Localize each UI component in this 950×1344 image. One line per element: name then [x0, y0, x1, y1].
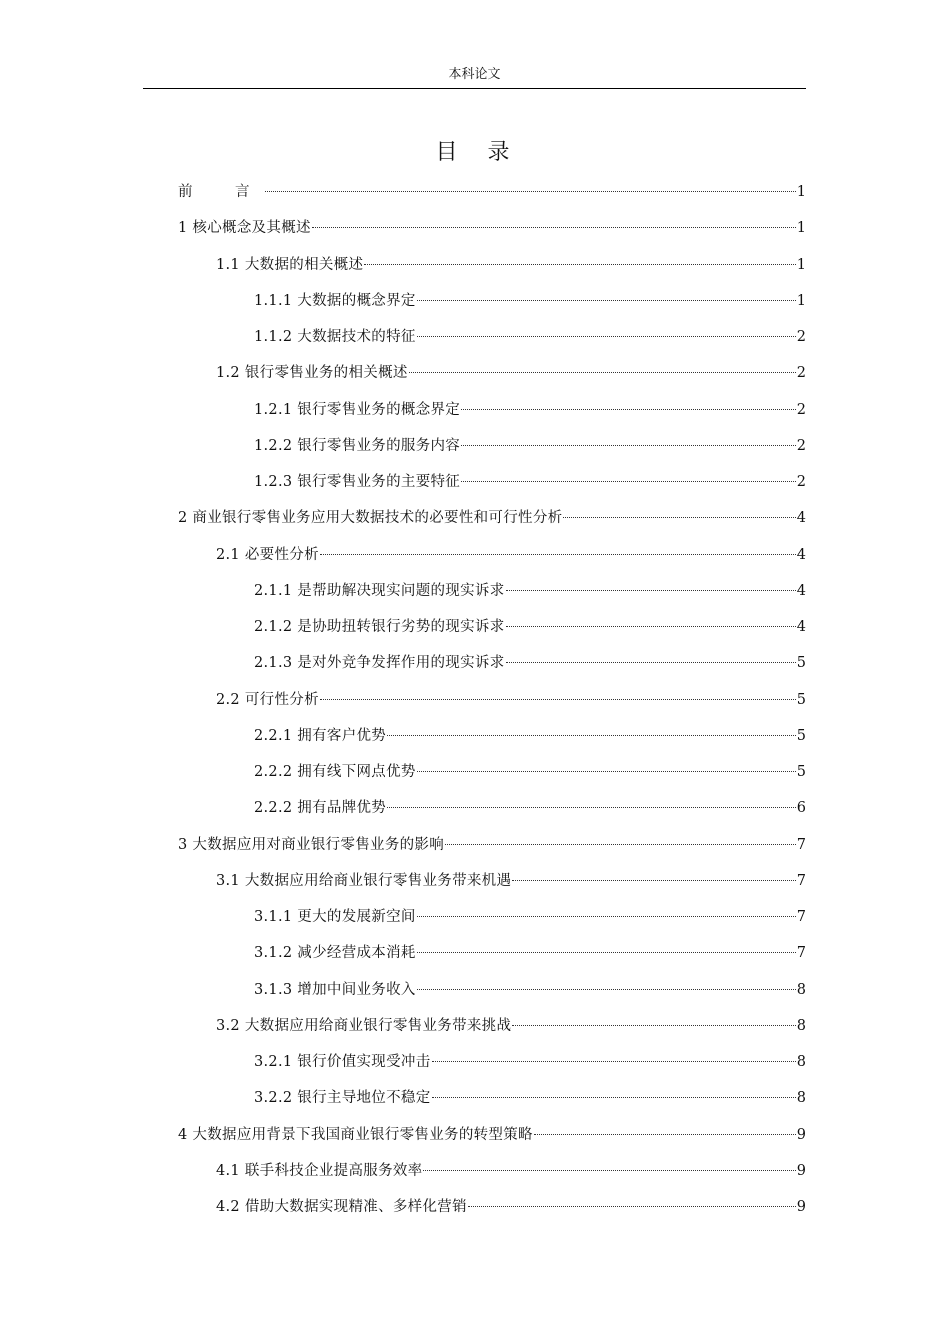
toc-page-number: 8 — [796, 1054, 806, 1070]
toc-dot-leader — [417, 952, 796, 953]
toc-entry[interactable] — [178, 834, 806, 856]
toc-entry-text: 2.1.3 是对外竞争发挥作用的现实诉求 — [254, 655, 505, 672]
toc-entry-text: 2.2.2 拥有品牌优势 — [254, 800, 387, 817]
toc-dot-leader — [387, 807, 796, 808]
toc-dot-leader — [563, 517, 795, 518]
toc-entry[interactable] — [254, 471, 806, 493]
toc-page-number: 5 — [796, 764, 806, 780]
toc-entry[interactable] — [216, 1015, 806, 1037]
toc-dot-leader — [461, 409, 796, 410]
toc-page-number: 6 — [796, 800, 806, 817]
toc-entry[interactable] — [254, 326, 806, 348]
toc-dot-leader — [506, 626, 796, 627]
toc-entry[interactable] — [178, 217, 806, 239]
toc-entry[interactable] — [254, 1087, 806, 1109]
toc-dot-leader — [417, 916, 796, 917]
toc-entry[interactable] — [254, 290, 806, 312]
toc-entry-text: 1.2.2 银行零售业务的服务内容 — [254, 437, 461, 454]
toc-page-number: 8 — [796, 1090, 806, 1107]
toc-entry-text: 4 大数据应用背景下我国商业银行零售业务的转型策略 — [178, 1126, 533, 1143]
toc-entry-text: 3.1 大数据应用给商业银行零售业务带来机遇 — [216, 872, 512, 889]
toc-entry[interactable] — [254, 906, 806, 928]
toc-dot-leader — [387, 735, 796, 736]
toc-entry[interactable] — [254, 435, 806, 457]
toc-entry[interactable] — [216, 544, 806, 566]
toc-entry-text: 前 言 — [178, 184, 264, 200]
toc-entry[interactable] — [216, 254, 806, 276]
toc-dot-leader — [320, 699, 796, 700]
toc-entry[interactable] — [254, 979, 806, 1001]
toc-entry-text: 4.2 借助大数据实现精准、多样化营销 — [216, 1199, 467, 1215]
toc-page-number: 7 — [796, 872, 806, 889]
toc-entry-text: 2.2.1 拥有客户优势 — [254, 727, 387, 744]
toc-entry-text: 2.2 可行性分析 — [216, 691, 319, 708]
toc-entry[interactable] — [254, 797, 806, 819]
toc-dot-leader — [432, 1061, 796, 1062]
toc-entry[interactable] — [254, 580, 806, 602]
toc-entry[interactable] — [216, 870, 806, 892]
toc-entry-text: 3.2.1 银行价值实现受冲击 — [254, 1054, 431, 1070]
toc-page-number: 2 — [796, 401, 806, 418]
toc-entry-text: 2.1.1 是帮助解决现实问题的现实诉求 — [254, 582, 505, 599]
toc-dot-leader — [417, 989, 796, 990]
toc-entry-text: 1.1 大数据的相关概述 — [216, 256, 364, 273]
toc-entry-text: 4.1 联手科技企业提高服务效率 — [216, 1162, 423, 1179]
toc-entry-text: 3.1.1 更大的发展新空间 — [254, 909, 416, 925]
toc-page-number: 7 — [796, 909, 806, 925]
toc-page-number: 4 — [796, 546, 806, 563]
toc-entry-text: 1.2 银行零售业务的相关概述 — [216, 365, 408, 382]
toc-page-number: 5 — [796, 727, 806, 744]
toc-page-number: 1 — [796, 220, 806, 237]
toc-dot-leader — [423, 1170, 795, 1171]
toc-entry-text: 1.2.1 银行零售业务的概念界定 — [254, 401, 461, 418]
toc-page-number: 7 — [796, 945, 806, 962]
toc-page-number: 9 — [796, 1162, 806, 1179]
toc-entry[interactable] — [254, 399, 806, 421]
toc-page-number: 8 — [796, 981, 806, 998]
toc-page-number: 8 — [796, 1017, 806, 1034]
toc-entry-text: 2.1 必要性分析 — [216, 546, 319, 563]
toc-entry[interactable] — [178, 1124, 806, 1146]
toc-entry[interactable] — [254, 652, 806, 674]
toc-entry[interactable] — [254, 1051, 806, 1073]
toc-dot-leader — [534, 1134, 796, 1135]
toc-entry[interactable] — [254, 725, 806, 747]
toc-entry-text: 1.1.1 大数据的概念界定 — [254, 292, 416, 309]
toc-entry-text: 3 大数据应用对商业银行零售业务的影响 — [178, 836, 445, 853]
toc-page-number: 4 — [796, 582, 806, 599]
toc-dot-leader — [468, 1206, 796, 1207]
toc-dot-leader — [409, 372, 796, 373]
toc-entry[interactable] — [216, 689, 806, 711]
toc-dot-leader — [461, 481, 796, 482]
toc-entry-text: 1.1.2 大数据技术的特征 — [254, 329, 416, 345]
toc-entry-text: 2.1.2 是协助扭转银行劣势的现实诉求 — [254, 619, 505, 635]
toc-entry-text: 1.2.3 银行零售业务的主要特征 — [254, 474, 461, 490]
toc-entry[interactable] — [216, 1196, 806, 1218]
toc-dot-leader — [417, 771, 796, 772]
toc-page-number: 7 — [796, 836, 806, 853]
toc-dot-leader — [265, 191, 796, 192]
toc-dot-leader — [417, 336, 796, 337]
toc-dot-leader — [432, 1097, 796, 1098]
toc-page-number: 5 — [796, 691, 806, 708]
toc-dot-leader — [312, 227, 796, 228]
toc-dot-leader — [445, 844, 796, 845]
toc-entry[interactable] — [254, 616, 806, 638]
toc-entry-text: 2.2.2 拥有线下网点优势 — [254, 764, 416, 780]
toc-entry[interactable] — [216, 362, 806, 384]
toc-entry[interactable] — [178, 507, 806, 529]
toc-dot-leader — [461, 445, 796, 446]
toc-page-number: 5 — [796, 655, 806, 672]
toc-page-number: 2 — [796, 437, 806, 454]
toc-dot-leader — [506, 590, 796, 591]
toc-page-number: 9 — [796, 1126, 806, 1143]
toc-dot-leader — [512, 880, 795, 881]
toc-entry[interactable] — [254, 761, 806, 783]
toc-entry-text: 2 商业银行零售业务应用大数据技术的必要性和可行性分析 — [178, 510, 563, 527]
toc-title: 目 录 — [435, 140, 514, 165]
toc-entry[interactable] — [254, 942, 806, 964]
running-header: 本科论文 — [448, 67, 501, 82]
toc-entry-text: 3.1.3 增加中间业务收入 — [254, 981, 416, 998]
toc-page-number: 2 — [796, 329, 806, 345]
toc-page-number: 1 — [796, 256, 806, 273]
toc-page-number: 9 — [796, 1199, 806, 1215]
toc-entry-text: 3.2 大数据应用给商业银行零售业务带来挑战 — [216, 1017, 512, 1034]
toc-page-number: 2 — [796, 474, 806, 490]
toc-entry[interactable] — [216, 1160, 806, 1182]
toc-dot-leader — [364, 264, 795, 265]
toc-page-number: 4 — [796, 619, 806, 635]
toc-page-number: 4 — [796, 510, 806, 527]
toc-dot-leader — [512, 1025, 795, 1026]
toc-page-number: 1 — [796, 184, 806, 200]
toc-entry-text: 1 核心概念及其概述 — [178, 220, 311, 237]
toc-dot-leader — [320, 554, 796, 555]
toc-page-number: 2 — [796, 365, 806, 382]
toc-entry[interactable] — [178, 181, 806, 203]
toc-dot-leader — [417, 300, 796, 301]
toc-dot-leader — [506, 662, 796, 663]
toc-entry-text: 3.1.2 减少经营成本消耗 — [254, 945, 416, 962]
toc-entry-text: 3.2.2 银行主导地位不稳定 — [254, 1090, 431, 1107]
toc-page-number: 1 — [796, 292, 806, 309]
